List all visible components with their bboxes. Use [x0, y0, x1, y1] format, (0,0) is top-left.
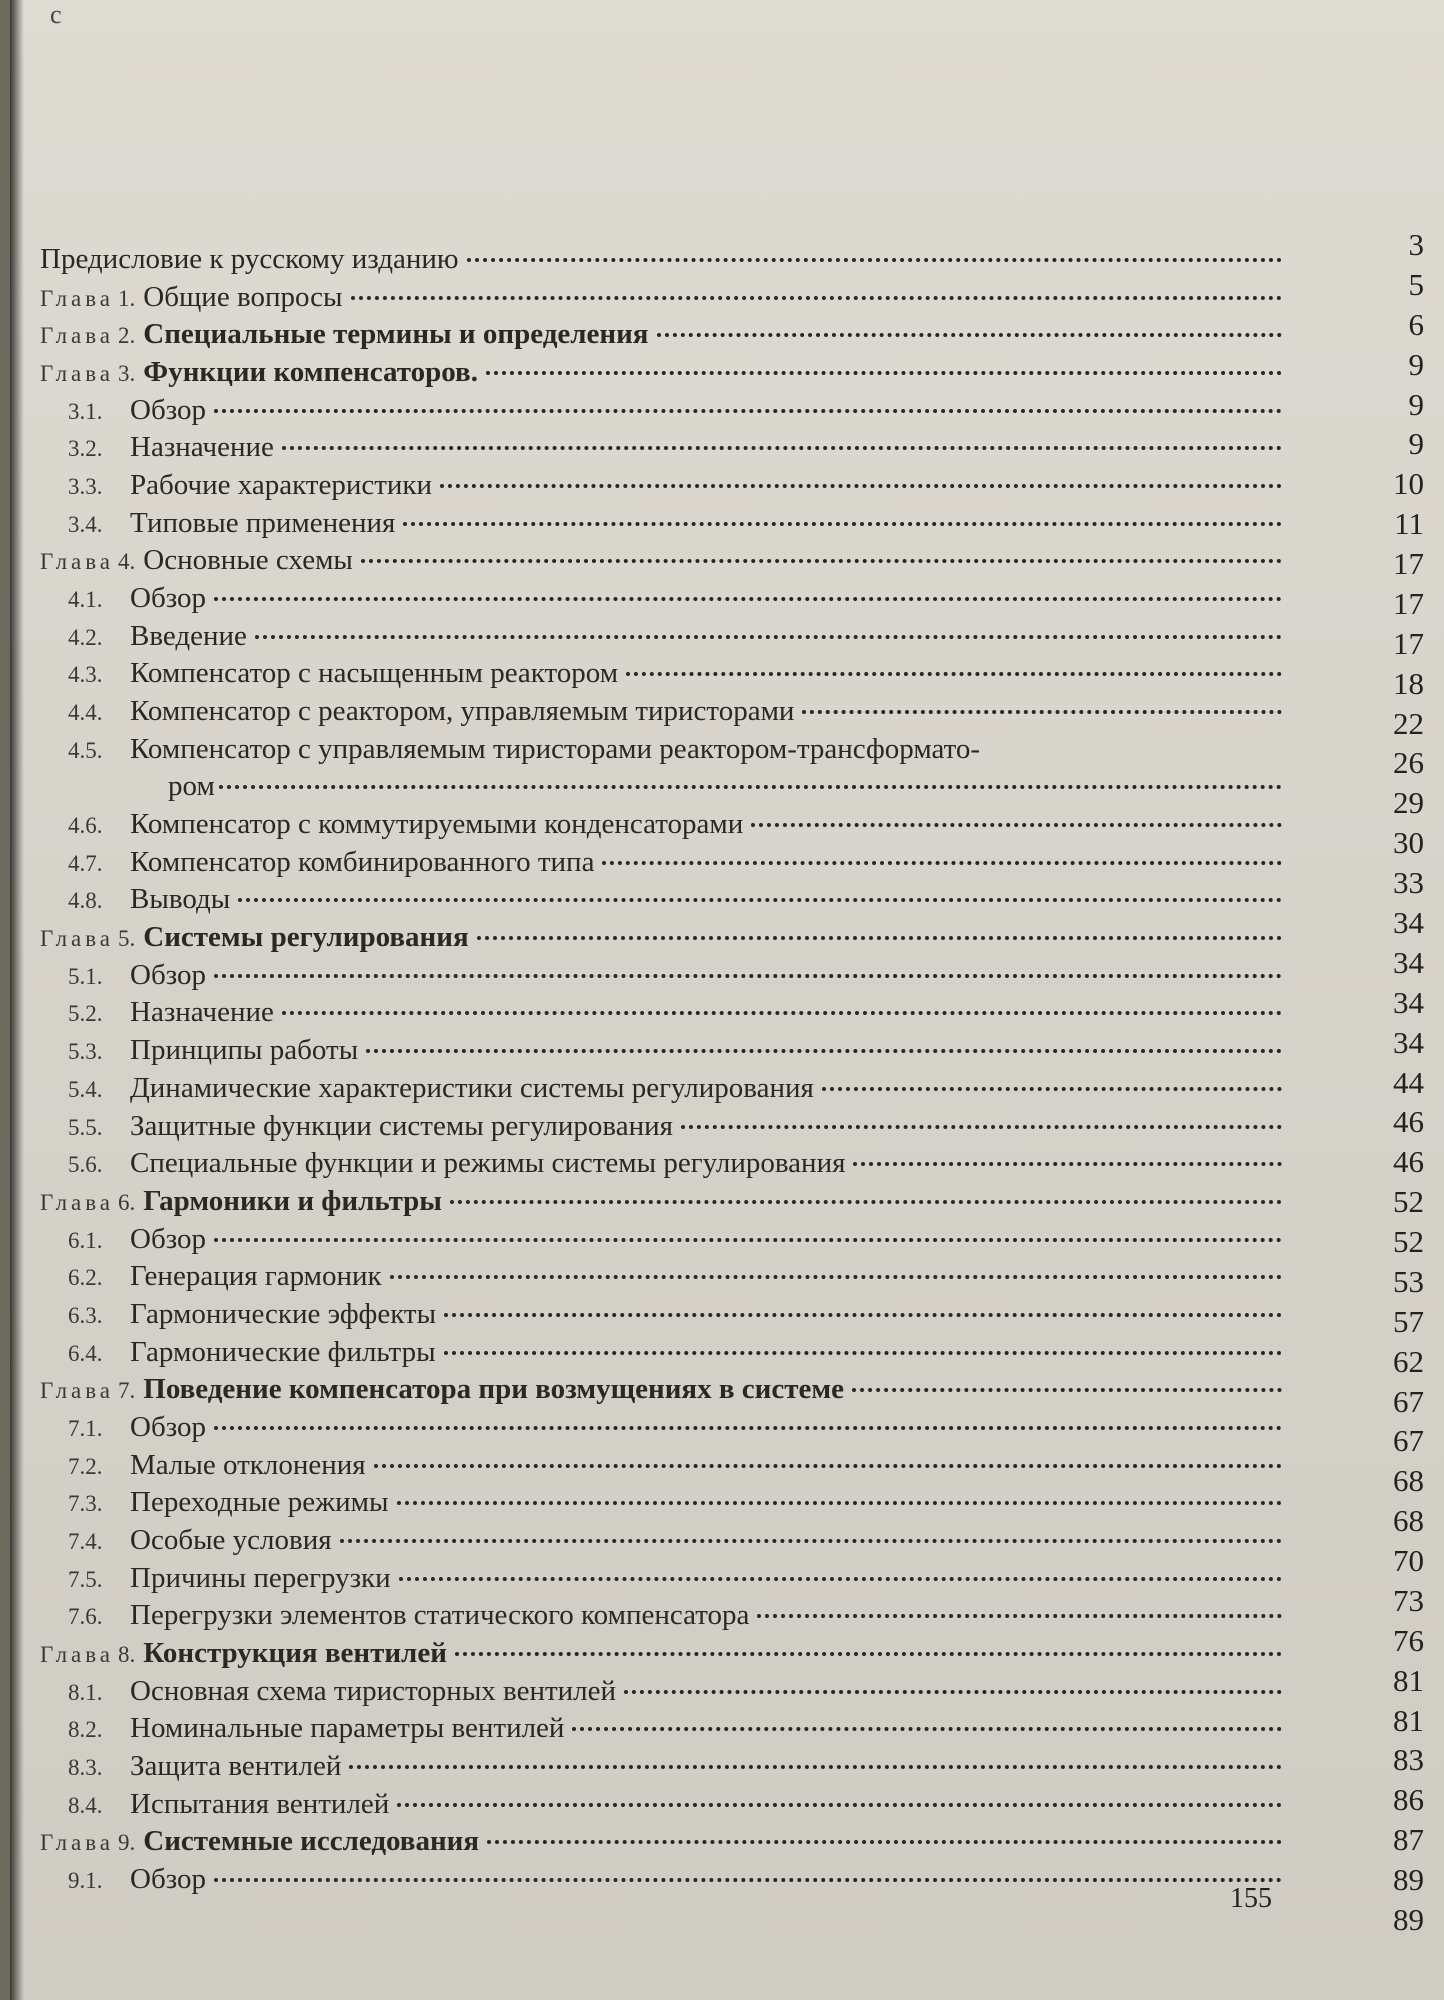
page-number: 17: [1393, 546, 1424, 581]
entry-title: Принципы работы: [130, 1034, 359, 1066]
dot-leader: [802, 710, 1282, 714]
chapter-label: Глава: [40, 1830, 115, 1855]
toc-section-entry: [68, 431, 1290, 464]
dot-leader: [238, 898, 1282, 902]
dot-leader: [282, 446, 1282, 450]
section-number: 7.3.: [68, 1491, 103, 1516]
chapter-number: 1.: [118, 286, 136, 311]
toc-chapter-entry: [40, 281, 1290, 314]
section-number: 3.4.: [68, 512, 103, 537]
section-number: 3.1.: [68, 399, 103, 424]
dot-leader: [282, 1011, 1282, 1015]
entry-title: Поведение компенсатора при возмущениях в системе: [143, 1373, 844, 1405]
chapter-number: 4.: [118, 549, 136, 574]
entry-title: Общие вопросы: [143, 281, 343, 313]
toc-section-entry: [68, 846, 1290, 879]
page-number: 34: [1393, 905, 1424, 940]
chapter-label: Глава: [40, 926, 115, 951]
entry-title: Предисловие к русскому изданию: [40, 243, 459, 275]
page-number: 68: [1393, 1463, 1424, 1498]
chapter-label: Глава: [40, 361, 115, 386]
toc-section-entry: [68, 808, 1290, 841]
chapter-label: Глава: [40, 323, 115, 348]
page-number: 52: [1393, 1224, 1424, 1259]
toc-section-entry: [68, 959, 1290, 992]
entry-title: Выводы: [130, 883, 231, 915]
toc-entry: [168, 770, 1290, 803]
toc-section-entry: [68, 1788, 1290, 1821]
section-number: 3.2.: [68, 436, 103, 461]
dot-leader: [397, 1803, 1282, 1807]
section-number: 4.8.: [68, 888, 103, 913]
entry-title: Компенсатор с насыщенным реактором: [130, 657, 619, 689]
dot-leader: [467, 258, 1282, 262]
section-number: 5.6.: [68, 1152, 103, 1177]
dot-leader: [624, 1690, 1282, 1694]
entry-title: Введение: [130, 620, 247, 652]
toc-section-entry: [68, 996, 1290, 1029]
toc-chapter-entry: [40, 1185, 1290, 1218]
dot-leader: [366, 1049, 1282, 1053]
toc-chapter-entry: [40, 356, 1290, 389]
book-page: [10, 0, 1444, 2000]
section-number: 4.2.: [68, 625, 103, 650]
page-number: 73: [1393, 1583, 1424, 1618]
toc-section-entry: [68, 1599, 1290, 1632]
page-number: 29: [1393, 785, 1424, 820]
entry-title: Обзор: [130, 959, 206, 991]
entry-title: Назначение: [130, 996, 274, 1028]
page-binding-shadow: [10, 0, 24, 2000]
dot-leader: [751, 823, 1282, 827]
entry-title: Обзор: [130, 582, 206, 614]
entry-title: Испытания вентилей: [130, 1788, 390, 1820]
entry-title: Перегрузки элементов статического компенсатора: [130, 1599, 750, 1631]
page-number: 6: [1408, 307, 1424, 342]
page-number: 81: [1393, 1703, 1424, 1738]
entry-title: Малые отклонения: [130, 1449, 366, 1481]
corner-mark: c: [50, 0, 62, 29]
dot-leader: [444, 1313, 1282, 1317]
toc-section-entry: [68, 1411, 1290, 1444]
dot-leader: [214, 1878, 1282, 1882]
toc-chapter-entry: [40, 318, 1290, 351]
toc-chapter-entry: [40, 921, 1290, 954]
toc-section-entry: [68, 1562, 1290, 1595]
page-number: 46: [1393, 1144, 1424, 1179]
chapter-label: Глава: [40, 549, 115, 574]
page-number: 89: [1393, 1862, 1424, 1897]
toc-section-entry: [68, 883, 1290, 916]
page-number: 62: [1393, 1344, 1424, 1379]
entry-title: Переходные режимы: [130, 1486, 389, 1518]
dot-leader: [853, 1162, 1282, 1166]
page-number: 83: [1393, 1742, 1424, 1777]
dot-leader: [214, 1238, 1282, 1242]
toc-section-entry: [68, 1863, 1290, 1896]
dot-leader: [214, 1426, 1282, 1430]
dot-leader: [399, 1577, 1282, 1581]
chapter-number: 7.: [118, 1378, 136, 1403]
dot-leader: [572, 1727, 1282, 1731]
section-number: 5.3.: [68, 1039, 103, 1064]
dot-leader: [626, 672, 1282, 676]
toc-section-entry: [68, 733, 1290, 766]
dot-leader: [390, 1275, 1282, 1279]
page-number: 87: [1393, 1822, 1424, 1857]
dot-leader: [351, 296, 1282, 300]
page-number: 9: [1408, 426, 1424, 461]
toc-section-entry: [68, 1750, 1290, 1783]
page-number: 3: [1408, 227, 1424, 262]
entry-title: Системные исследования: [143, 1825, 480, 1857]
page-number: 33: [1393, 865, 1424, 900]
entry-title: Гармонические фильтры: [130, 1336, 436, 1368]
entry-title: Функции компенсаторов.: [143, 356, 478, 388]
entry-title: Специальные функции и режимы системы регулирования: [130, 1147, 846, 1179]
page-number: 70: [1393, 1543, 1424, 1578]
chapter-number: 6.: [118, 1190, 136, 1215]
dot-leader: [219, 785, 1282, 789]
chapter-number: 8.: [118, 1642, 136, 1667]
entry-title: Основные схемы: [143, 544, 353, 576]
toc-section-entry: [68, 1524, 1290, 1557]
toc-section-entry: [68, 1449, 1290, 1482]
dot-leader: [602, 861, 1282, 865]
page-number: 67: [1393, 1384, 1424, 1419]
page-number: 89: [1393, 1902, 1424, 1937]
page-number: 81: [1393, 1663, 1424, 1698]
toc-entry: [40, 243, 1290, 276]
entry-title: Системы регулирования: [143, 921, 469, 953]
toc-chapter-entry: [40, 1373, 1290, 1406]
dot-leader: [852, 1388, 1282, 1392]
page-number: 76: [1393, 1623, 1424, 1658]
toc-section-entry: [68, 1260, 1290, 1293]
section-number: 9.1.: [68, 1868, 103, 1893]
section-number: 7.6.: [68, 1604, 103, 1629]
toc-section-entry: [68, 1336, 1290, 1369]
section-number: 7.2.: [68, 1454, 103, 1479]
toc-section-entry: [68, 469, 1290, 502]
dot-leader: [255, 635, 1282, 639]
entry-title: Особые условия: [130, 1524, 332, 1556]
entry-title: Обзор: [130, 1411, 206, 1443]
page-number: 67: [1393, 1423, 1424, 1458]
dot-leader: [349, 1765, 1282, 1769]
dot-leader: [455, 1652, 1282, 1656]
section-number: 4.5.: [68, 738, 103, 763]
dot-leader: [681, 1125, 1282, 1129]
entry-title: ром: [168, 770, 215, 802]
dot-leader: [757, 1614, 1282, 1618]
entry-title: Генерация гармоник: [130, 1260, 382, 1292]
dot-leader: [214, 974, 1282, 978]
dot-leader: [340, 1539, 1282, 1543]
entry-title: Типовые применения: [130, 507, 396, 539]
dot-leader: [374, 1464, 1282, 1468]
chapter-label: Глава: [40, 1190, 115, 1215]
toc-section-entry: [68, 1034, 1290, 1067]
dot-leader: [487, 1840, 1282, 1844]
section-number: 6.1.: [68, 1228, 103, 1253]
dot-leader: [657, 333, 1282, 337]
dot-leader: [822, 1087, 1282, 1091]
toc-chapter-entry: [40, 1825, 1290, 1858]
toc-section-entry: [68, 1486, 1290, 1519]
section-number: 3.3.: [68, 474, 103, 499]
section-number: 7.4.: [68, 1529, 103, 1554]
section-number: 7.5.: [68, 1567, 103, 1592]
entry-title: Номинальные параметры вентилей: [130, 1712, 565, 1744]
chapter-label: Глава: [40, 1642, 115, 1667]
entry-title: Гармонические эффекты: [130, 1298, 437, 1330]
page-number: 9: [1408, 347, 1424, 382]
section-number: 4.4.: [68, 700, 103, 725]
chapter-label: Глава: [40, 286, 115, 311]
section-number: 5.5.: [68, 1115, 103, 1140]
page-number: 5: [1408, 267, 1424, 302]
page-number: 53: [1393, 1264, 1424, 1299]
entry-title: Защитные функции системы регулирования: [130, 1110, 673, 1142]
dot-leader: [214, 409, 1282, 413]
page-number: 57: [1393, 1304, 1424, 1339]
entry-title: Обзор: [130, 394, 206, 426]
page-number: 46: [1393, 1104, 1424, 1139]
toc-section-entry: [68, 1298, 1290, 1331]
toc-section-entry: [68, 1712, 1290, 1745]
section-number: 8.1.: [68, 1680, 103, 1705]
section-number: 8.2.: [68, 1717, 103, 1742]
dot-leader: [397, 1501, 1282, 1505]
page-number: 34: [1393, 1025, 1424, 1060]
entry-title: Основная схема тиристорных вентилей: [130, 1675, 617, 1707]
dot-leader: [486, 371, 1282, 375]
page-number: 68: [1393, 1503, 1424, 1538]
toc-section-entry: [68, 394, 1290, 427]
section-number: 5.1.: [68, 964, 103, 989]
entry-title: Специальные термины и определения: [143, 318, 649, 350]
entry-title: Защита вентилей: [130, 1750, 342, 1782]
page-number: 34: [1393, 945, 1424, 980]
entry-title: Рабочие характеристики: [130, 469, 433, 501]
entry-title: Компенсатор с коммутируемыми конденсаторами: [130, 808, 744, 840]
dot-leader: [477, 936, 1282, 940]
page-number: 86: [1393, 1782, 1424, 1817]
section-number: 5.2.: [68, 1001, 103, 1026]
section-number: 8.4.: [68, 1793, 103, 1818]
section-number: 4.3.: [68, 662, 103, 687]
page-number: 9: [1408, 387, 1424, 422]
page-number: 52: [1393, 1184, 1424, 1219]
section-number: 4.1.: [68, 587, 103, 612]
chapter-number: 3.: [118, 361, 136, 386]
page-number: 44: [1393, 1065, 1424, 1100]
section-number: 6.2.: [68, 1265, 103, 1290]
entry-title: Гармоники и фильтры: [143, 1185, 442, 1217]
chapter-label: Глава: [40, 1378, 115, 1403]
section-number: 6.3.: [68, 1303, 103, 1328]
dot-leader: [214, 597, 1282, 601]
page-number: 17: [1393, 586, 1424, 621]
toc-section-entry: [68, 1072, 1290, 1105]
page-number: 34: [1393, 985, 1424, 1020]
section-number: 7.1.: [68, 1416, 103, 1441]
folio-page-number: 155: [1230, 1883, 1272, 1914]
entry-title: Назначение: [130, 431, 274, 463]
toc-section-entry: [68, 657, 1290, 690]
section-number: 6.4.: [68, 1341, 103, 1366]
page-number: 26: [1393, 745, 1424, 780]
page-number: 30: [1393, 825, 1424, 860]
section-number: 4.7.: [68, 851, 103, 876]
entry-title: Компенсатор с управляемым тиристорами реактором-трансформато-: [130, 733, 981, 765]
dot-leader: [403, 522, 1282, 526]
table-of-contents: [40, 0, 1390, 2000]
section-number: 5.4.: [68, 1077, 103, 1102]
toc-section-entry: [68, 695, 1290, 728]
toc-section-entry: [68, 507, 1290, 540]
toc-section-entry: [68, 1110, 1290, 1143]
entry-title: Компенсатор комбинированного типа: [130, 846, 595, 878]
chapter-number: 2.: [118, 323, 136, 348]
toc-chapter-entry: [40, 544, 1290, 577]
entry-title: Обзор: [130, 1863, 206, 1895]
dot-leader: [444, 1351, 1282, 1355]
chapter-number: 5.: [118, 926, 136, 951]
chapter-number: 9.: [118, 1830, 136, 1855]
entry-title: Причины перегрузки: [130, 1562, 391, 1594]
toc-section-entry: [68, 620, 1290, 653]
toc-section-entry: [68, 582, 1290, 615]
dot-leader: [450, 1200, 1282, 1204]
section-number: 4.6.: [68, 813, 103, 838]
entry-title: Обзор: [130, 1223, 206, 1255]
entry-title: Конструкция вентилей: [143, 1637, 447, 1669]
page-number: 18: [1393, 666, 1424, 701]
toc-section-entry: [68, 1223, 1290, 1256]
page-number: 17: [1393, 626, 1424, 661]
section-number: 8.3.: [68, 1755, 103, 1780]
dot-leader: [440, 484, 1282, 488]
toc-section-entry: [68, 1147, 1290, 1180]
entry-title: Компенсатор с реактором, управляемым тиристорами: [130, 695, 795, 727]
page-number: 22: [1393, 706, 1424, 741]
page-number: 11: [1394, 506, 1424, 541]
page-number: 10: [1393, 466, 1424, 501]
dot-leader: [361, 559, 1282, 563]
entry-title: Динамические характеристики системы регулирования: [130, 1072, 814, 1104]
toc-chapter-entry: [40, 1637, 1290, 1670]
toc-section-entry: [68, 1675, 1290, 1708]
